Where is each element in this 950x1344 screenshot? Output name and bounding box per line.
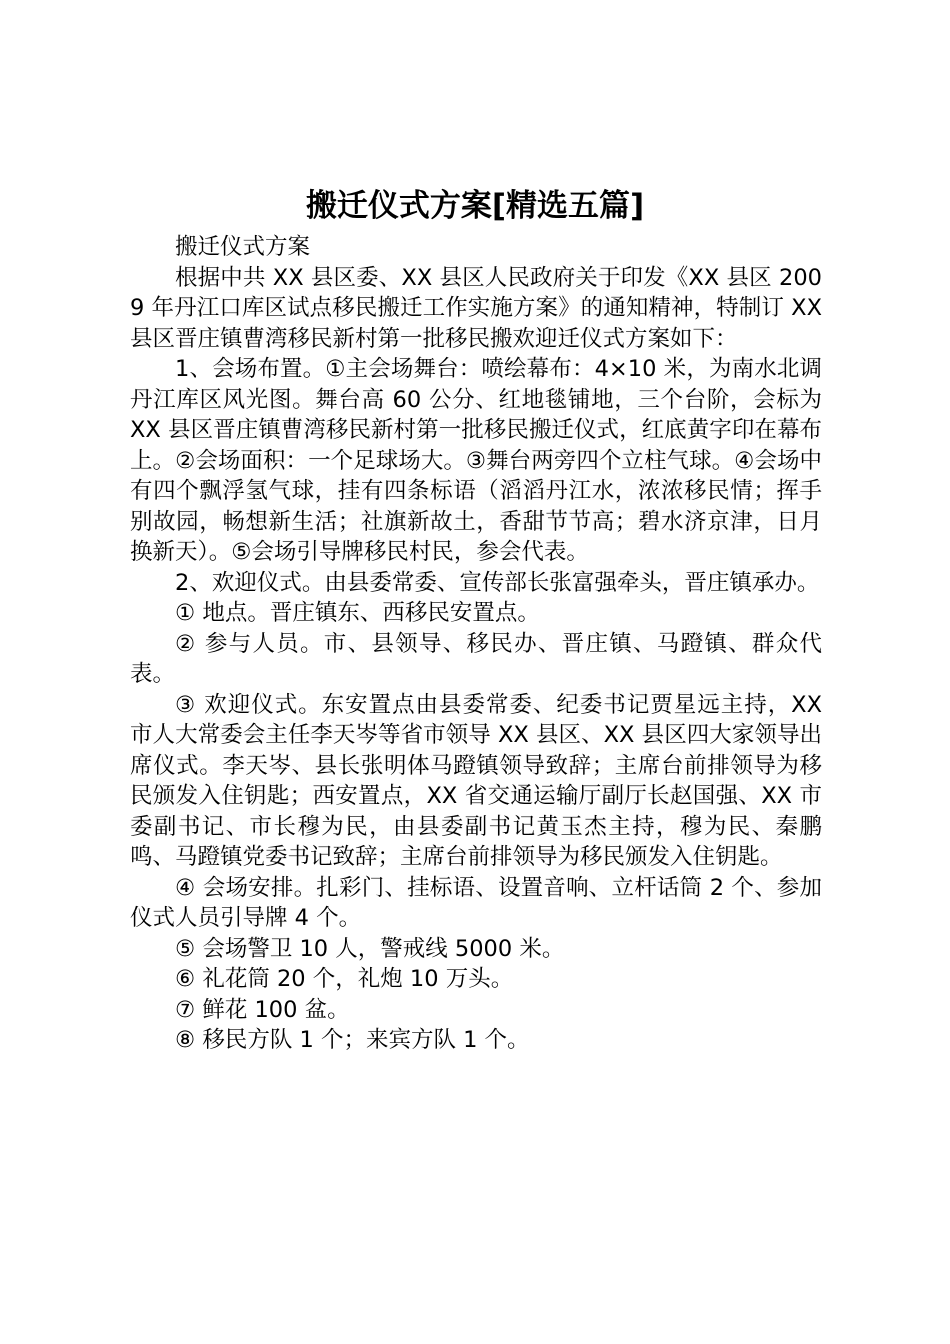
paragraph-ceremony-details: ③ 欢迎仪式。东安置点由县委常委、纪委书记贾星远主持，XX 市人大常委会主任李天岑等省市领导 XX 县区、XX 县区四大家领导出席仪式。李天岑、县长张明体马蹬镇领导致辞；主席台前排领导为移民颁发入住钥匙；西安置点，XX 省交通运输厅副厅长赵国强、XX 市委副书记、市长穆为民，由县委副书记黄玉杰主持，穆为民、秦鹏鸣、马蹬镇党委书记致辞；主席台前排领导为移民颁发入住钥匙。 bbox=[130, 691, 822, 870]
paragraph-venue-arrangement: ④ 会场安排。扎彩门、挂标语、设置音响、立杆话筒 2 个、参加仪式人员引导牌 4 个。 bbox=[130, 874, 822, 931]
paragraph-formations: ⑧ 移民方队 1 个；来宾方队 1 个。 bbox=[175, 1027, 530, 1053]
paragraph-heading: 搬迁仪式方案 bbox=[175, 234, 311, 260]
paragraph-flowers: ⑦ 鲜花 100 盆。 bbox=[175, 996, 350, 1023]
paragraph-venue-layout: 1、会场布置。①主会场舞台：喷绘幕布：4×10 米，为南水北调丹江库区风光图。舞台高 60 公分、红地毯铺地，三个台阶，会标为 XX 县区晋庄镇曹湾移民新村第一批移民搬迁仪式，红底黄字印在幕布上。②会场面积：一个足球场大。③舞台两旁四个立柱气球。④会场中有四个飘浮氢气球，挂有四条标语（滔滔丹江水，浓浓移民情；挥手别故园，畅想新生活；社旗新故土，香甜节节高；碧水济京津，日月换新天）。⑤会场引导牌移民村民，参会代表。 bbox=[130, 356, 822, 565]
paragraph-location: ① 地点。晋庄镇东、西移民安置点。 bbox=[175, 600, 540, 626]
paragraph-fireworks: ⑥ 礼花筒 20 个，礼炮 10 万头。 bbox=[175, 966, 514, 992]
paragraph-participants: ② 参与人员。市、县领导、移民办、晋庄镇、马蹬镇、群众代表。 bbox=[130, 630, 822, 687]
paragraph-intro: 根据中共 XX 县区委、XX 县区人民政府关于印发《XX 县区 2009 年丹江口库区试点移民搬迁工作实施方案》的通知精神，特制订 XX 县区晋庄镇曹湾移民新村第一批移民搬欢迎迁仪式方案如下： bbox=[130, 264, 822, 352]
paragraph-security: ⑤ 会场警卫 10 人，警戒线 5000 米。 bbox=[175, 935, 565, 962]
document-body bbox=[130, 232, 822, 1056]
document-title: 搬迁仪式方案[精选五篇] bbox=[305, 188, 645, 224]
paragraph-welcome-ceremony: 2、欢迎仪式。由县委常委、宣传部长张富强牵头，晋庄镇承办。 bbox=[175, 569, 820, 596]
